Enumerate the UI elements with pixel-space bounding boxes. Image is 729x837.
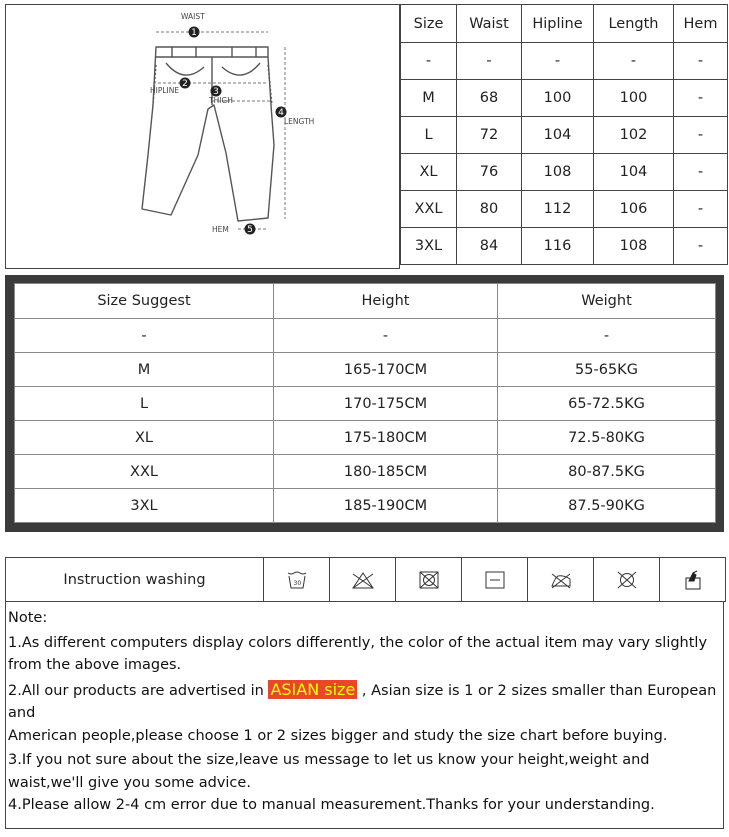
size-suggest-header: Size Suggest	[15, 284, 274, 319]
table-row	[15, 421, 716, 455]
table-cell: 3XL	[15, 489, 274, 523]
table-cell: L	[401, 117, 457, 154]
table-row	[401, 154, 728, 191]
table-cell: -	[674, 191, 728, 228]
hand-wash-30-icon	[264, 558, 330, 602]
table-cell: -	[594, 43, 674, 80]
washing-label: Instruction washing	[6, 558, 264, 602]
notes-title: Note:	[8, 610, 48, 626]
thigh-label: THIGH	[209, 96, 233, 105]
asian-size-badge: ASIAN size	[270, 679, 356, 699]
table-cell: 185-190CM	[274, 489, 498, 523]
table-cell: 104	[522, 117, 594, 154]
table-cell: M	[401, 80, 457, 117]
table-cell: 108	[594, 228, 674, 265]
table-cell: 102	[594, 117, 674, 154]
table-cell: -	[674, 80, 728, 117]
table-cell: -	[674, 154, 728, 191]
size-header: Size	[401, 5, 457, 43]
table-cell: -	[401, 43, 457, 80]
table-cell: XXL	[15, 455, 274, 489]
hipline-header: Hipline	[522, 5, 594, 43]
table-cell: 84	[457, 228, 522, 265]
size-suggest-table	[14, 283, 716, 523]
table-cell: 108	[522, 154, 594, 191]
table-cell: -	[15, 319, 274, 353]
table-cell: 68	[457, 80, 522, 117]
pants-outline	[142, 47, 274, 221]
table-cell: 72	[457, 117, 522, 154]
table-row	[401, 228, 728, 265]
waist-header: Waist	[457, 5, 522, 43]
table-cell: -	[674, 43, 728, 80]
notes-section	[8, 607, 722, 817]
length-header: Length	[594, 5, 674, 43]
table-cell: XL	[15, 421, 274, 455]
table-cell: 80	[457, 191, 522, 228]
hem-label: HEM	[212, 225, 229, 234]
pants-diagram-panel	[5, 4, 400, 269]
marker-2-label: 2	[182, 79, 188, 89]
waist-label: WAIST	[181, 12, 205, 21]
height-header: Height	[274, 284, 498, 319]
table-cell: 175-180CM	[274, 421, 498, 455]
no-dry-clean-icon	[594, 558, 660, 602]
no-tumble-dry-icon	[396, 558, 462, 602]
washing-instructions-table	[5, 557, 726, 602]
table-cell: -	[498, 319, 716, 353]
table-cell: -	[274, 319, 498, 353]
marker-1-label: 1	[191, 28, 197, 38]
table-cell: XL	[401, 154, 457, 191]
washing-row	[6, 558, 726, 602]
table-cell: -	[457, 43, 522, 80]
table-cell: 165-170CM	[274, 353, 498, 387]
table-cell: 80-87.5KG	[498, 455, 716, 489]
note-2-text-after: , Asian size is 1 or 2 sizes smaller than European and	[8, 682, 717, 721]
table-row	[15, 489, 716, 523]
hang-dry-icon	[660, 558, 726, 602]
size-chart-table	[400, 4, 728, 265]
note-3: 3.If you not sure about the size,leave us message to let us know your height,weight and waist,we'll give you some advice.	[8, 752, 650, 791]
weight-header: Weight	[498, 284, 716, 319]
marker-3-label: 3	[213, 87, 219, 97]
table-cell: 170-175CM	[274, 387, 498, 421]
table-cell: 72.5-80KG	[498, 421, 716, 455]
note-2	[8, 679, 722, 725]
note-1: 1.As different computers display colors differently, the color of the actual item may vary slightly from the above images.	[8, 634, 708, 673]
table-cell: 104	[594, 154, 674, 191]
length-label: LENGTH	[284, 117, 315, 126]
table-cell: 87.5-90KG	[498, 489, 716, 523]
note-2-text-before: 2.All our products are advertised in	[8, 682, 269, 699]
table-row	[15, 319, 716, 353]
note-4: 4.Please allow 2-4 cm error due to manual measurement.Thanks for your understanding.	[8, 797, 655, 813]
table-cell: XXL	[401, 191, 457, 228]
size-chart-header-row	[401, 5, 728, 43]
dry-flat-icon	[462, 558, 528, 602]
table-cell: -	[674, 228, 728, 265]
svg-text:30: 30	[293, 579, 301, 587]
note-2-line-2: American people,please choose 1 or 2 sizes bigger and study the size chart before buying.	[8, 727, 668, 744]
table-cell: 100	[594, 80, 674, 117]
table-row	[15, 387, 716, 421]
table-cell: 65-72.5KG	[498, 387, 716, 421]
table-row	[401, 80, 728, 117]
table-cell: 112	[522, 191, 594, 228]
table-row	[401, 191, 728, 228]
table-row	[401, 117, 728, 154]
size-suggest-header-row	[15, 284, 716, 319]
table-cell: 100	[522, 80, 594, 117]
table-cell: 180-185CM	[274, 455, 498, 489]
table-cell: M	[15, 353, 274, 387]
table-cell: 106	[594, 191, 674, 228]
table-cell: 116	[522, 228, 594, 265]
marker-5-label: 5	[247, 225, 253, 235]
table-cell: L	[15, 387, 274, 421]
table-cell: 55-65KG	[498, 353, 716, 387]
table-cell: 3XL	[401, 228, 457, 265]
table-cell: -	[522, 43, 594, 80]
table-row	[15, 353, 716, 387]
pants-measurement-diagram	[6, 5, 399, 268]
hipline-label: HIPLINE	[150, 86, 180, 95]
table-row	[401, 43, 728, 80]
hem-header: Hem	[674, 5, 728, 43]
table-row	[15, 455, 716, 489]
marker-4-label: 4	[278, 108, 284, 118]
low-iron-icon	[528, 558, 594, 602]
table-cell: -	[674, 117, 728, 154]
no-bleach-icon	[330, 558, 396, 602]
table-cell: 76	[457, 154, 522, 191]
